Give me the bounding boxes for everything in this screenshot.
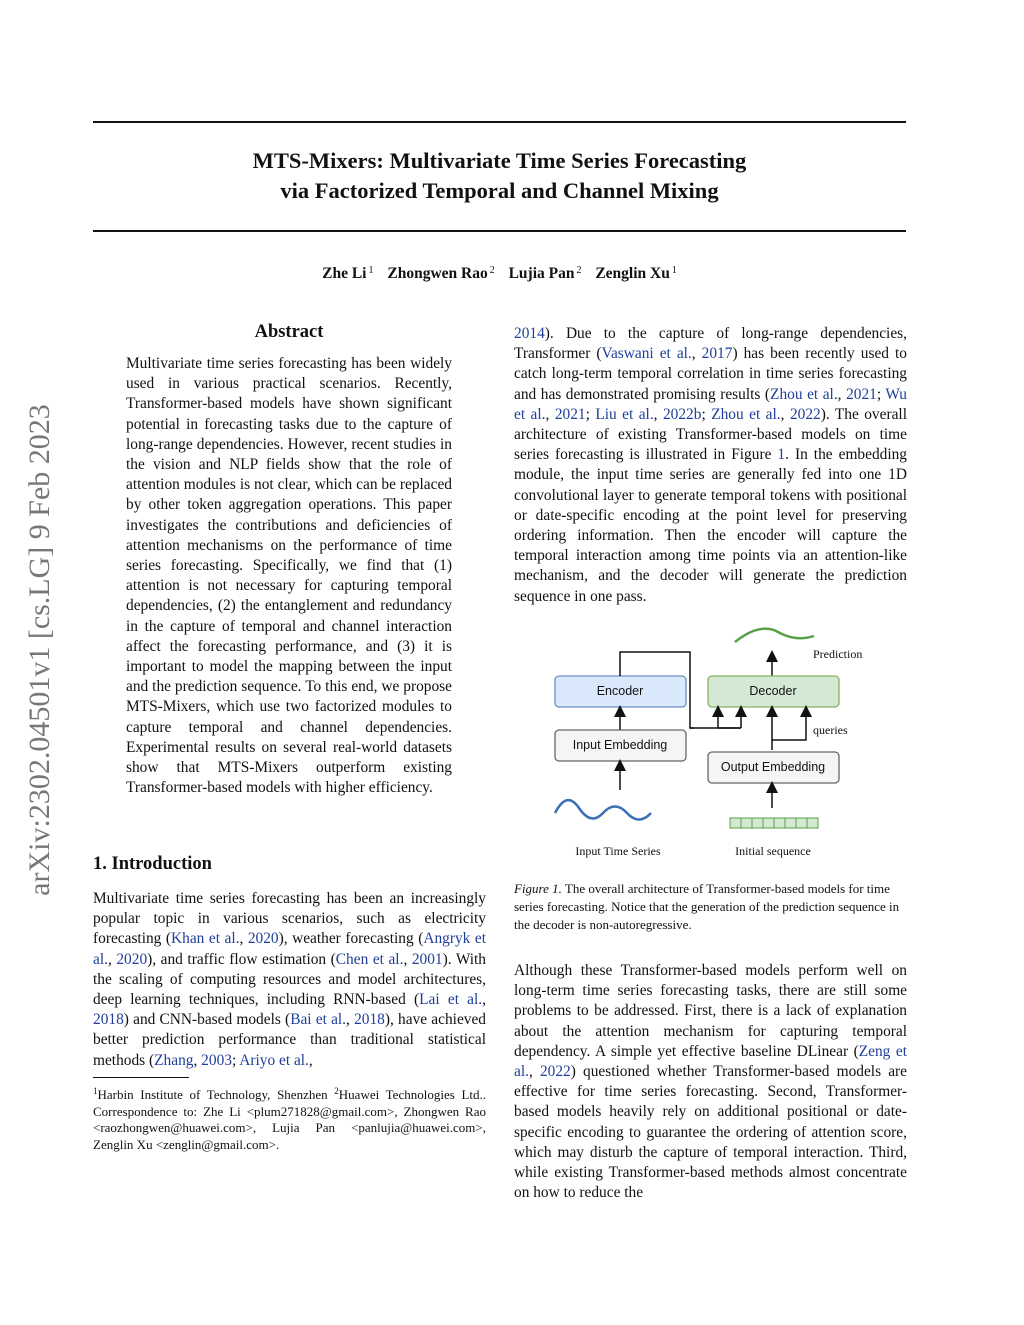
citation-link[interactable]: Ariyo et al.	[239, 1051, 309, 1069]
author	[509, 265, 582, 282]
citation-link[interactable]: Wu et al.	[514, 385, 907, 423]
text-run: ) has been recently used to catch long-term temporal correlation in time series forecasting and has demonstrated promising results (	[514, 345, 907, 403]
abstract-heading: Abstract	[254, 322, 324, 342]
encoder-label: Encoder	[596, 684, 644, 698]
queries-label: queries	[813, 723, 848, 737]
introduction-paragraph: Multivariate time series forecasting has been an increasingly popular topic in various scenarios, such as electricity forecasting (Khan et al., 2020), weather forecasting (Angryk et al., 2020), and traffic flow estimation (Chen et al., 2001). With the scaling of computing resources and model architectures, deep learning techniques, including RNN-based (Lai et al., 2018) and CNN-based models (Bai et al., 2018), have achieved better prediction performance than traditional statistical methods (Zhang, 2003; Ariyo et al.,	[93, 890, 486, 1069]
citation-link[interactable]: Zhou et al.	[770, 385, 838, 403]
citation-year-link[interactable]: 2021	[846, 385, 877, 403]
citation-year-link[interactable]: 2001	[411, 950, 443, 968]
figure-reference-link[interactable]: 1	[777, 446, 786, 464]
figure-caption	[514, 880, 907, 934]
citation-link[interactable]: Zhou et al.	[711, 405, 781, 423]
citation-year-link[interactable]: 2022b	[662, 405, 702, 423]
affiliation-footnote	[93, 1083, 486, 1153]
initial-sequence-label: Initial sequence	[735, 844, 811, 858]
input-series-label: Input Time Series	[575, 844, 661, 858]
author-name: Zhongwen Rao	[387, 265, 488, 282]
author-affiliation-mark: 2	[576, 265, 582, 276]
author-affiliation-mark: 1	[368, 265, 374, 276]
footnote-text: Harbin Institute of Technology, Shenzhen	[97, 1087, 335, 1102]
input-series-wave-icon	[555, 800, 651, 819]
footnote-text: Huawei Technologies Ltd.. Correspondence to: Zhe Li <plum271828@gmail.com>, Zhongwen Rao <raozhongwen@huawei.com>, Lujia Pan <panlujia@huawei.com>, Zenglin Xu <zenglin@gmail.com>.	[93, 1087, 486, 1152]
citation-year-link[interactable]: 2020	[116, 950, 148, 968]
introduction-paragraph-2: Although these Transformer-based models perform well on long-term time series forecasting tasks, there are still some problems to be addressed. First, there is a lack of explanation about the attention mechanism for capturing temporal dependency. A simple yet effective baseline DLinear (Zeng et al., 2022) questioned whether Transformer-based models are effective for time series forecasting. Second, Transformer-based models heavily rely on additional positional or date-specific encoding to guarantee the ordering of attention score, which may disturb the capture of temporal interaction. Third, while existing Transformer-based methods almost concentrate on how to reduce the	[514, 962, 908, 1202]
prediction-wave-icon	[735, 629, 814, 642]
prediction-label: Prediction	[813, 647, 863, 661]
text-run: ), have achieved better prediction performance than traditional statistical methods (	[93, 1011, 486, 1069]
caption-label: Figure 1.	[514, 881, 562, 896]
author	[387, 265, 494, 282]
citation-year-link[interactable]: 2003	[201, 1051, 232, 1069]
citation-link[interactable]: Angryk et al.	[93, 930, 486, 968]
architecture-figure	[514, 618, 907, 868]
citation-link[interactable]: Khan et al.	[171, 930, 240, 948]
title-bottom-rule	[93, 230, 906, 232]
text-run: ), weather forecasting (	[278, 930, 424, 948]
text-run: ). The overall architecture of existing Transformer-based models on time series forecasting is illustrated in Figure	[514, 405, 907, 464]
input-embedding-label: Input Embedding	[572, 738, 668, 752]
citation-year-link[interactable]: 2018	[93, 1011, 124, 1029]
text-run: ) and CNN-based models (	[123, 1011, 291, 1029]
queries-connector	[772, 711, 806, 750]
title-top-rule	[93, 121, 906, 123]
citation-link[interactable]: Lai et al.	[419, 991, 483, 1009]
citation-link[interactable]: Chen et al.	[335, 950, 404, 968]
caption-text: The overall architecture of Transformer-based models for time series forecasting. Notice that the generation of the prediction sequence in the decoder is non-autoregressive.	[514, 881, 900, 932]
citation-link[interactable]: Zeng et al.	[514, 1042, 908, 1081]
author-affiliation-mark: 2	[489, 265, 495, 276]
footnote-mark: 2	[334, 1086, 339, 1096]
citation-link[interactable]: Vaswani et al.	[601, 345, 692, 363]
initial-sequence-cells	[730, 818, 818, 828]
footnote-mark: 1	[93, 1086, 98, 1096]
citation-link[interactable]: Liu et al.	[595, 405, 654, 423]
abstract-body: Multivariate time series forecasting has been widely used in various practical scenarios. Recently, Transformer-based models have shown significant potential in forecasting tasks due to the capture of long-range dependencies. However, recent studies in the vision and NLP fields show that the role of attention modules is not clear, which can be replaced by other token aggregation operations. This paper investigates the contributions and deficiencies of attention mechanisms on the performance of time series forecasting. Specifically, we find that (1) attention is not necessary for capturing temporal dependencies, (2) the entanglement and redundancy in the capture of temporal and channel interaction affect the forecasting performance, and (3) it is important to model the mapping between the input and the prediction sequence. To this end, we propose MTS-Mixers, which use two factorized modules to capture temporal and channel dependencies. Experimental results on several real-world datasets show that MTS-Mixers outperform existing Transformer-based models with higher efficiency.	[126, 355, 452, 797]
author	[322, 265, 373, 282]
footnote-rule	[93, 1077, 189, 1078]
text-run: ). Due to the capture of long-range dependencies, Transformer (	[514, 325, 907, 363]
arxiv-side-label: arXiv:2302.04501v1 [cs.LG] 9 Feb 2023	[23, 404, 56, 896]
author-name: Zenglin Xu	[595, 265, 670, 282]
output-embedding-label: Output Embedding	[720, 760, 826, 774]
citation-year-link[interactable]: 2017	[701, 345, 733, 363]
citation-year-link[interactable]: 2014	[514, 325, 545, 342]
author	[595, 265, 677, 282]
title-line-1: MTS-Mixers: Multivariate Time Series Forecasting	[252, 148, 747, 173]
section-heading-introduction: 1. Introduction	[93, 854, 212, 874]
text-run: . In the embedding module, the input time series are generally fed into one 1D convolutional layer to generate temporal tokens with positional or date-specific encoding at the point level for preserving ordering information. Then the encoder will capture the temporal interaction among time points via an attention-like mechanism, and the decoder will generate the prediction sequence in one pass.	[514, 446, 907, 605]
citation-year-link[interactable]: 2022	[539, 1063, 571, 1081]
text-run: ), and traffic flow estimation (	[147, 950, 336, 968]
paper-title	[93, 146, 906, 206]
citation-link[interactable]: Zhang	[154, 1051, 194, 1069]
author-name: Zhe Li	[322, 265, 367, 282]
title-line-2: via Factorized Temporal and Channel Mixing	[280, 178, 719, 203]
citation-year-link[interactable]: 2018	[354, 1011, 385, 1029]
citation-year-link[interactable]: 2022	[789, 405, 821, 423]
decoder-label: Decoder	[749, 684, 797, 698]
citation-link[interactable]: Bai et al.	[290, 1011, 347, 1029]
introduction-paragraph-continued: 2014). Due to the capture of long-range dependencies, Transformer (Vaswani et al., 2017) has been recently used to catch long-term temporal correlation in time series forecasting and has demonstrated promising results (Zhou et al., 2021; Wu et al., 2021; Liu et al., 2022b; Zhou et al., 2022). The overall architecture of existing Transformer-based models on time series forecasting is illustrated in Figure 1. In the embedding module, the input time series are generally fed into one 1D convolutional layer to generate temporal tokens with positional or date-specific encoding at the point level for preserving ordering information. Then the encoder will capture the temporal interaction among time points via an attention-like mechanism, and the decoder will generate the prediction sequence in one pass.	[514, 325, 907, 605]
citation-year-link[interactable]: 2020	[247, 930, 279, 948]
text-run: Although these Transformer-based models perform well on long-term time series forecasting tasks, there are still some problems to be addressed. First, there is a lack of explanation about the attention mechanism for capturing temporal dependency. A simple yet effective baseline DLinear (	[514, 962, 907, 1060]
author-name: Lujia Pan	[508, 265, 575, 282]
text-run: Multivariate time series forecasting has been an increasingly popular topic in various scenarios, such as electricity forecasting (	[93, 890, 486, 948]
text-run: ). With the scaling of computing resources and model architectures, deep learning techniques, including RNN-based (	[93, 950, 486, 1009]
text-run: ) questioned whether Transformer-based models are effective for time series forecasting. Second, Transformer-based models heavily rely on additional positional or date-specific encoding to guarantee the ordering of attention score, which may disturb the capture of temporal interaction. Third, while existing Transformer-based methods almost concentrate on how to reduce the	[514, 1063, 907, 1202]
author-list	[93, 265, 906, 283]
author-affiliation-mark: 1	[671, 265, 677, 276]
citation-year-link[interactable]: 2021	[554, 405, 586, 423]
